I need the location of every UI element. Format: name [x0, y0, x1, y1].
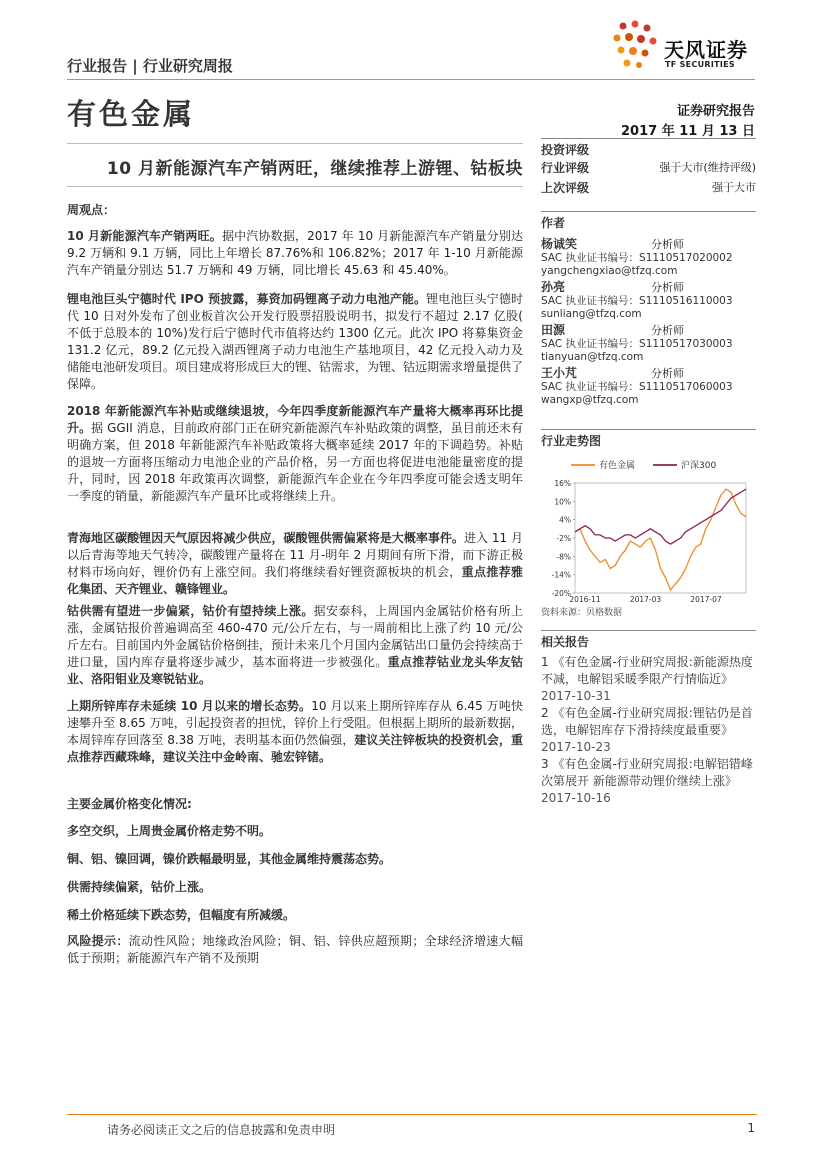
related-report[interactable]	[541, 705, 756, 756]
author-cert: SAC 执业证书编号：S1110517020002	[541, 252, 733, 264]
author-role: 分析师	[651, 238, 684, 251]
author-role: 分析师	[651, 281, 684, 294]
author-cert: SAC 执业证书编号：S1110516110003	[541, 295, 733, 307]
y-tick-label: 4%	[559, 515, 571, 525]
page-number: 1	[747, 1121, 755, 1135]
prev-rating-value: 强于大市	[712, 181, 756, 194]
sector-title: 有色金属	[67, 97, 196, 131]
paragraph-ev-sales	[67, 228, 523, 279]
rating-heading: 投资评级	[541, 138, 756, 158]
title-divider-top	[67, 143, 523, 144]
report-title: 10 月新能源汽车产销两旺，继续推荐上游锂、钴板块	[106, 159, 523, 179]
footer-divider	[67, 1114, 757, 1115]
y-tick-label: 16%	[554, 479, 571, 488]
price-item: 多空交织，上周贵金属价格走势不明。	[67, 824, 272, 838]
industry-rating-value: 强于大市(维持评级)	[659, 161, 756, 174]
related-report[interactable]	[541, 756, 756, 807]
para-body: 据安泰科，上周国内金属钴价格有所上涨，金属钴报价普遍调高至 460-470 元/公斤左右，与一周前相比上涨了约 10 元/公斤左右。目前国内外金属钴价格倒挂，预计未来几个月国内金属钴出口量仍会持续高于进口量，国内库存量将逐步减少，基本面将进一步被强化。	[67, 604, 524, 669]
y-tick-label: -20%	[551, 589, 571, 598]
author-name: 王小芃	[541, 366, 578, 380]
footer-disclaimer[interactable]: 请务必阅读正文之后的信息披露和免责申明	[107, 1123, 336, 1137]
y-tick-label: -2%	[556, 534, 571, 543]
view-label: 周观点：	[67, 203, 116, 217]
x-tick-label: 2017-07	[690, 595, 722, 603]
related-report-date: 2017-10-31	[541, 689, 611, 703]
legend-label: 沪深300	[681, 461, 717, 471]
paragraph-zinc	[67, 698, 523, 766]
trend-section	[541, 429, 756, 618]
related-section	[541, 630, 756, 807]
y-tick-label: -14%	[551, 570, 571, 580]
author-role: 分析师	[651, 367, 684, 380]
x-tick-label: 2016-11	[569, 595, 601, 603]
price-item: 铜、铝、镍回调，镍价跌幅最明显，其他金属维持震荡态势。	[67, 852, 392, 866]
para-body: 锂电池巨头宁德时代 10 日对外发布了创业板首次公开发行股票招股说明书，拟发行不超过 2.17 亿股( 不低于总股本的 10%)发行后宁德时代市值将达约 1300 亿元。此次 IPO 将募集资金 131.2 亿元，89.2 亿元投入湖西锂离子动力电池生产基地项目，42 亿元投入动力及储能电池研发项目。项目建成将形成巨大的锂、钴需求，为锂、钴远期需求增量提供了保障。	[67, 292, 524, 391]
para-recommend: 重点推荐钴业龙头华友钴业、洛阳钼业及寒锐钴业。	[67, 655, 523, 686]
industry-rating-row	[541, 158, 756, 178]
para-body: 10 月以来上期所锌库存从 6.45 万吨快速攀升至 8.65 万吨，引起投资者的担忧，锌价上行受阻。但根据上期所的最新数据，本周锌库存回落至 8.38 万吨，表明基本面仍然偏强，	[67, 699, 523, 747]
author-entry	[541, 237, 756, 278]
para-recommend: 重点推荐雅化集团、天齐锂业、赣锋锂业。	[67, 565, 523, 596]
para-body: 进入 11 月以后青海等地天气转冷，碳酸锂产量将在 11 月-明年 2 月期间有所下滑，而下游正极材料市场向好，锂价仍有上涨空间。我们将继续看好锂资源板块的机会，	[67, 531, 523, 579]
trend-heading: 行业走势图	[541, 429, 756, 449]
para-lead: 上期所锌库存未延续 10 月以来的增长态势。	[67, 699, 312, 713]
prev-rating-label: 上次评级	[541, 181, 590, 195]
y-tick-label: -8%	[556, 552, 571, 562]
prev-rating-row	[541, 178, 756, 198]
authors-section	[541, 211, 756, 407]
y-tick-label: 10%	[554, 497, 571, 507]
author-entry	[541, 366, 756, 407]
risk-label: 风险提示：	[67, 934, 129, 948]
authors-heading: 作者	[541, 211, 756, 231]
series-line	[575, 489, 746, 590]
logo-text-cn: 天风证券	[664, 38, 748, 62]
related-report-title[interactable]: 3 《有色金属-行业研究周报:电解铝错峰次第展开 新能源带动锂价继续上涨》	[541, 757, 753, 788]
paragraph-catl-ipo	[67, 291, 523, 393]
author-name: 杨诚笑	[541, 237, 578, 251]
para-recommend: 建议关注锌板块的投资机会，重点推荐西藏珠峰，建议关注中金岭南、驰宏锌锗。	[67, 733, 523, 764]
price-item: 稀土价格延续下跌态势，但幅度有所减缓。	[67, 908, 296, 922]
logo-dots-icon	[607, 18, 663, 78]
x-tick-label: 2017-03	[629, 595, 662, 603]
author-name: 孙亮	[541, 280, 566, 294]
prices-label: 主要金属价格变化情况:	[67, 797, 192, 811]
author-email[interactable]: sunliang@tfzq.com	[541, 308, 642, 320]
author-cert: SAC 执业证书编号：S1110517060003	[541, 381, 733, 393]
price-item: 供需持续偏紧，钴价上涨。	[67, 880, 212, 894]
rating-section	[541, 138, 756, 198]
report-date: 2017 年 11 月 13 日	[621, 124, 755, 139]
para-body: 据 GGII 消息，目前政府部门正在研究新能源汽车补贴政策的调整，虽目前还未有明确方案，但 2018 年新能源汽车补贴政策将大概率延续 2017 年的下调趋势。补贴的退坡一方面将压缩动力电池企业的产品价格，另一方面也将促进电池能量密度的提升，同时，因 2018 年政策再次调整，新能源汽车企业在今年四季度可能会透支明年一季度的销量，新能源汽车产量环比或将继续上升。	[67, 421, 523, 503]
plot-frame	[575, 483, 746, 593]
author-email[interactable]: tianyuan@tfzq.com	[541, 351, 644, 363]
related-report-date: 2017-10-23	[541, 740, 611, 754]
tf-securities-logo	[607, 18, 757, 78]
author-entry	[541, 280, 756, 321]
author-email[interactable]: wangxp@tfzq.com	[541, 394, 639, 406]
legend-label: 有色金属	[599, 461, 636, 471]
author-email[interactable]: yangchengxiao@tfzq.com	[541, 265, 678, 277]
para-lead: 钴供需有望进一步偏紧，钴价有望持续上涨。	[67, 604, 314, 618]
industry-trend-chart	[541, 453, 756, 603]
chart-source: 资料来源：贝格数据	[541, 608, 623, 618]
para-lead: 锂电池巨头宁德时代 IPO 预披露，募资加码锂离子动力电池产能。	[67, 292, 427, 306]
author-entry	[541, 323, 756, 364]
paragraph-cobalt	[67, 603, 523, 688]
para-body: 据中汽协数据，2017 年 10 月新能源汽车产销量分别达 9.2 万辆和 9.1 万辆，同比上年增长 87.76%和 106.82%；2017 年 1-10 月新能源汽车产销量分别达 51.7 万辆和 49 万辆，同比增长 45.63 和 45.40%。	[67, 229, 523, 277]
paragraph-lithium	[67, 530, 523, 598]
related-report-title[interactable]: 2 《有色金属-行业研究周报:锂钴仍是首选，电解铝库存下滑持续度最重要》	[541, 706, 753, 737]
risk-warning	[67, 933, 523, 967]
para-lead: 青海地区碳酸锂因天气原因将减少供应，碳酸锂供需偏紧将是大概率事件。	[67, 531, 464, 545]
report-type: 证券研究报告	[676, 104, 755, 119]
logo-text-en: TF SECURITIES	[665, 60, 735, 69]
related-heading: 相关报告	[541, 630, 756, 650]
author-role: 分析师	[651, 324, 684, 337]
related-report-title[interactable]: 1 《有色金属-行业研究周报:新能源热度不减，电解铝采暖季限产行情临近》	[541, 655, 753, 686]
author-cert: SAC 执业证书编号：S1110517030003	[541, 338, 733, 350]
title-divider-bottom	[67, 186, 523, 187]
para-lead: 2018 年新能源汽车补贴或继续退坡，今年四季度新能源汽车产量将大概率再环比提升。	[67, 404, 523, 435]
para-lead: 10 月新能源汽车产销两旺。	[67, 229, 222, 243]
header-divider	[67, 79, 755, 80]
industry-rating-label: 行业评级	[541, 161, 590, 175]
report-category: 行业报告 | 行业研究周报	[67, 57, 233, 75]
related-report[interactable]	[541, 654, 756, 705]
author-name: 田源	[541, 323, 566, 337]
related-report-date: 2017-10-16	[541, 791, 611, 805]
risk-body: 流动性风险；地缘政治风险；铜、铝、锌供应超预期；全球经济增速大幅低于预期；新能源汽车产销不及预期	[67, 934, 523, 965]
paragraph-subsidy	[67, 403, 523, 505]
